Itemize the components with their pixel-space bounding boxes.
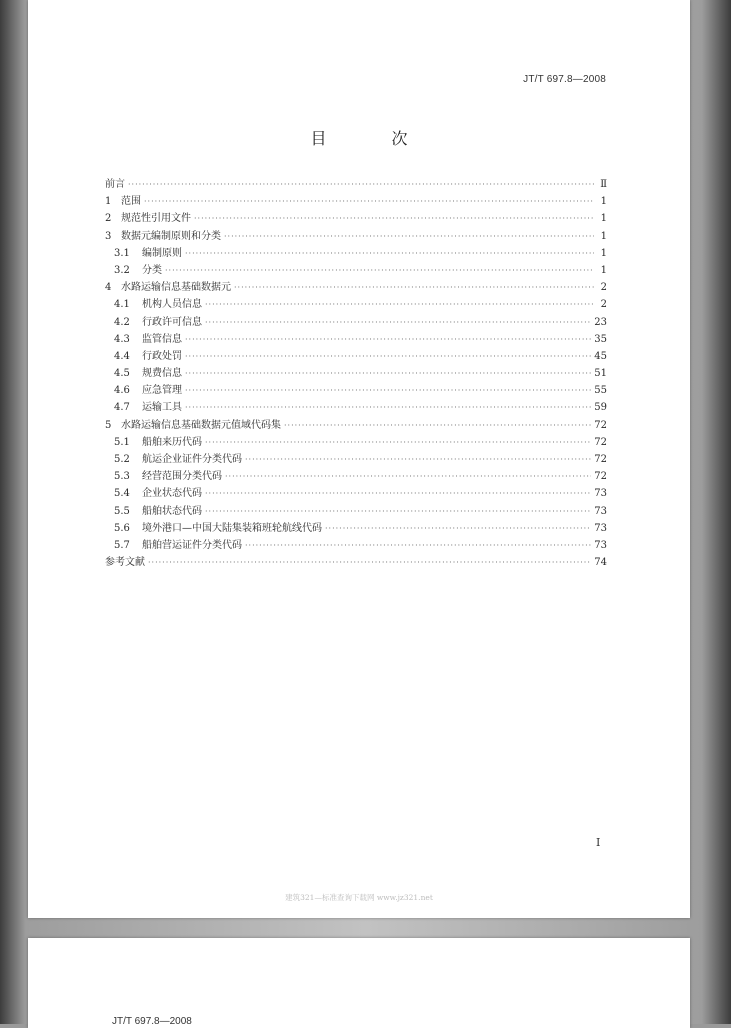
toc-entry-page: 73 [594, 505, 607, 517]
toc-entry-number: 4.5 [114, 368, 130, 380]
toc-entry-label: 航运企业证件分类代码 [142, 454, 242, 465]
toc-dot-leader [144, 193, 594, 210]
toc-entry-page: 59 [594, 402, 607, 414]
toc-entry-number: 3.1 [114, 247, 130, 259]
toc-entry-number: 5.5 [114, 505, 130, 517]
toc-dot-leader [205, 314, 591, 331]
toc-entry[interactable] [105, 382, 607, 399]
toc-entry-number: 4.2 [114, 316, 130, 328]
toc-entry-label: 船舶营运证件分类代码 [142, 539, 242, 551]
toc-entry-number: 5.2 [114, 454, 130, 465]
toc-entry-page: 1 [600, 213, 607, 225]
toc-entry-page: 72 [594, 419, 607, 431]
page-number: I [596, 836, 601, 849]
toc-entry[interactable] [105, 314, 607, 331]
toc-entry[interactable] [105, 262, 607, 279]
toc-entry[interactable] [105, 434, 607, 451]
toc-entry[interactable] [105, 348, 607, 365]
toc-entry[interactable] [105, 279, 607, 296]
toc-entry-page: 73 [594, 522, 607, 534]
toc-entry-page: 45 [594, 350, 607, 362]
toc-entry[interactable] [105, 296, 607, 313]
toc-dot-leader [224, 228, 594, 245]
toc-entry-number: 5.1 [114, 436, 130, 448]
toc-entry[interactable] [105, 193, 607, 210]
toc-entry-label: 企业状态代码 [142, 488, 202, 500]
toc-dot-leader [225, 468, 591, 485]
toc-entry-label: 行政许可信息 [142, 316, 202, 328]
toc-entry-label: 监管信息 [142, 333, 182, 345]
toc-entry[interactable] [105, 399, 607, 416]
toc-entry-page: 74 [594, 557, 607, 569]
table-of-contents [105, 176, 607, 571]
toc-entry-number: 3.2 [114, 264, 130, 276]
toc-dot-leader [194, 210, 594, 227]
toc-dot-leader [284, 417, 591, 434]
watermark-text: 建筑321—标准查询下载网 www.jz321.net [285, 893, 433, 902]
toc-entry[interactable] [105, 537, 607, 554]
toc-entry-label: 应急管理 [142, 385, 182, 397]
toc-entry[interactable] [105, 365, 607, 382]
toc-entry-label: 规范性引用文件 [121, 213, 191, 225]
toc-entry-label: 境外港口—中国大陆集装箱班轮航线代码 [142, 522, 322, 534]
toc-dot-leader [325, 520, 591, 537]
toc-entry-page: 23 [594, 316, 607, 328]
toc-entry-page: 55 [594, 385, 607, 397]
toc-dot-leader [185, 331, 591, 348]
toc-entry-page: 1 [600, 264, 607, 276]
toc-dot-leader [185, 245, 594, 262]
toc-entry-page: 51 [594, 368, 607, 380]
toc-entry[interactable] [105, 468, 607, 485]
toc-dot-leader [185, 399, 591, 416]
toc-entry-number: 5.3 [114, 471, 130, 483]
toc-dot-leader [185, 348, 591, 365]
standard-code-header: JT/T 697.8—2008 [523, 74, 606, 85]
toc-entry[interactable] [105, 503, 607, 520]
toc-entry-number: 4.7 [114, 402, 130, 414]
toc-dot-leader [148, 554, 591, 571]
toc-dot-leader [185, 365, 591, 382]
toc-entry-page: 72 [594, 436, 607, 448]
toc-entry[interactable] [105, 520, 607, 537]
toc-entry-label: 分类 [142, 264, 162, 276]
toc-dot-leader [205, 485, 591, 502]
toc-entry-label: 水路运输信息基础数据元 [121, 282, 231, 294]
toc-entry-number: 5.4 [114, 488, 130, 500]
toc-entry-page: 73 [594, 488, 607, 500]
toc-entry-label: 经营范围分类代码 [142, 471, 222, 483]
toc-entry-label: 前言 [105, 179, 125, 190]
toc-entry-number: 2 [105, 213, 112, 225]
toc-entry[interactable] [105, 245, 607, 262]
document-page-2 [28, 938, 690, 1028]
toc-dot-leader [128, 176, 594, 193]
toc-entry-number: 3 [105, 230, 112, 242]
toc-entry-page: 72 [594, 454, 607, 465]
toc-entry-label: 船舶来历代码 [142, 436, 202, 448]
toc-entry-label: 船舶状态代码 [142, 505, 202, 517]
toc-dot-leader [165, 262, 594, 279]
toc-entry-page: 2 [600, 282, 607, 294]
toc-entry-label: 行政处罚 [142, 350, 182, 362]
toc-entry[interactable] [105, 451, 607, 468]
toc-entry-label: 水路运输信息基础数据元值域代码集 [121, 419, 281, 431]
toc-entry-number: 5.6 [114, 522, 130, 534]
toc-entry-page: 1 [600, 196, 607, 208]
toc-dot-leader [245, 537, 591, 554]
toc-entry-page: 35 [594, 333, 607, 345]
toc-entry[interactable] [105, 210, 607, 227]
toc-entry-page: 72 [594, 471, 607, 483]
toc-title: 目 次 [310, 129, 438, 148]
toc-entry[interactable] [105, 228, 607, 245]
toc-entry[interactable] [105, 176, 607, 193]
toc-entry-number: 4.3 [114, 333, 130, 345]
toc-entry-label: 范围 [121, 196, 141, 208]
toc-entry-page: Ⅱ [600, 179, 607, 190]
toc-entry-number: 5.7 [114, 539, 130, 551]
toc-entry-label: 规费信息 [142, 368, 182, 380]
toc-entry-label: 参考文献 [105, 557, 145, 569]
toc-entry[interactable] [105, 554, 607, 571]
toc-entry[interactable] [105, 485, 607, 502]
toc-entry-page: 73 [594, 539, 607, 551]
toc-entry[interactable] [105, 331, 607, 348]
toc-entry-label: 机构人员信息 [142, 299, 202, 311]
toc-dot-leader [205, 296, 594, 313]
toc-entry-number: 5 [105, 419, 112, 431]
toc-entry-number: 4.1 [114, 299, 130, 311]
toc-entry-label: 编制原则 [142, 247, 182, 259]
toc-entry-label: 运输工具 [142, 402, 182, 414]
toc-entry-number: 4.6 [114, 385, 130, 397]
toc-dot-leader [205, 434, 591, 451]
toc-entry-number: 4 [105, 282, 112, 294]
toc-dot-leader [245, 451, 591, 468]
toc-entry-page: 1 [600, 247, 607, 259]
toc-dot-leader [185, 382, 591, 399]
toc-dot-leader [205, 503, 591, 520]
standard-code-header: JT/T 697.8—2008 [112, 1016, 192, 1027]
toc-entry[interactable] [105, 417, 607, 434]
toc-entry-number: 1 [105, 196, 112, 208]
toc-entry-page: 2 [600, 299, 607, 311]
toc-entry-number: 4.4 [114, 350, 130, 362]
toc-entry-page: 1 [600, 230, 607, 242]
toc-entry-label: 数据元编制原则和分类 [121, 230, 221, 242]
document-page-1 [28, 0, 690, 918]
toc-dot-leader [234, 279, 594, 296]
